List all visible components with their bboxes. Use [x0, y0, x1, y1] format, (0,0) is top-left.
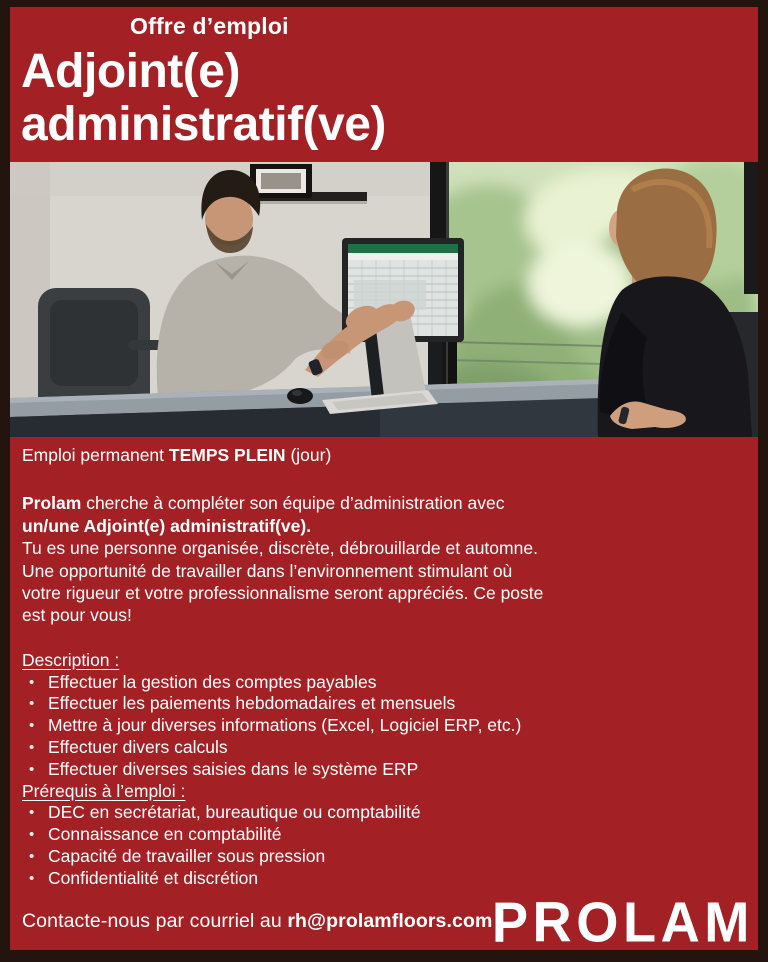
intro-line: votre rigueur et votre professionnalisme seront appréciés. Ce poste [22, 583, 544, 604]
intro-line2: un/une Adjoint(e) administratif(ve). [22, 515, 312, 536]
prerequisite-item: • Confidentialité et discrétion [22, 868, 712, 890]
poster-red-panel [10, 7, 758, 955]
description-item: • Effectuer diverses saisies dans le système ERP [22, 759, 712, 781]
employment-type-line: Emploi permanent TEMPS PLEIN (jour) [22, 445, 332, 465]
description-item: • Mettre à jour diverses informations (Excel, Logiciel ERP, etc.) [22, 715, 712, 737]
intro-line: est pour vous! [22, 605, 132, 626]
description-heading: Description : [22, 649, 120, 670]
computer-mouse [287, 388, 313, 404]
job-details [22, 444, 712, 890]
office-photo [10, 162, 758, 437]
description-item: • Effectuer divers calculs [22, 737, 712, 759]
intro-lines [22, 537, 712, 627]
prerequisite-item: • Capacité de travailler sous pression [22, 846, 712, 868]
company-name: Prolam [22, 493, 82, 514]
contact-line: Contacte-nous par courriel au rh@prolamfloors.com [22, 910, 493, 932]
description-item: • Effectuer les paiements hebdomadaires et mensuels [22, 693, 712, 715]
page-title [21, 45, 386, 151]
intro-line: Tu es une personne organisée, discrète, débrouillarde et automne. [22, 538, 538, 559]
poster-eyebrow: Offre d’emploi [130, 13, 289, 39]
employment-highlight: TEMPS PLEIN [168, 445, 286, 465]
contact-email: rh@prolamfloors.com [287, 910, 493, 932]
prolam-logo: PROLAM [491, 892, 754, 955]
description-item: • Effectuer la gestion des comptes payables [22, 672, 712, 694]
page-title-line2: administratif(ve) [21, 98, 386, 151]
office-photo-illustration [10, 162, 758, 437]
prerequisites-list [22, 802, 712, 889]
intro-line1: Prolam cherche à compléter son équipe d’administration avec [22, 493, 505, 514]
intro-line: Une opportunité de travailler dans l’environnement stimulant où [22, 560, 513, 581]
description-list [22, 672, 712, 781]
prerequisite-item: • Connaissance en comptabilité [22, 824, 712, 846]
intro-paragraph [22, 492, 712, 626]
prerequisite-item: • DEC en secrétariat, bureautique ou comptabilité [22, 802, 712, 824]
prerequisites-heading: Prérequis à l’emploi : [22, 780, 186, 801]
page-title-line1: Adjoint(e) [21, 45, 240, 98]
